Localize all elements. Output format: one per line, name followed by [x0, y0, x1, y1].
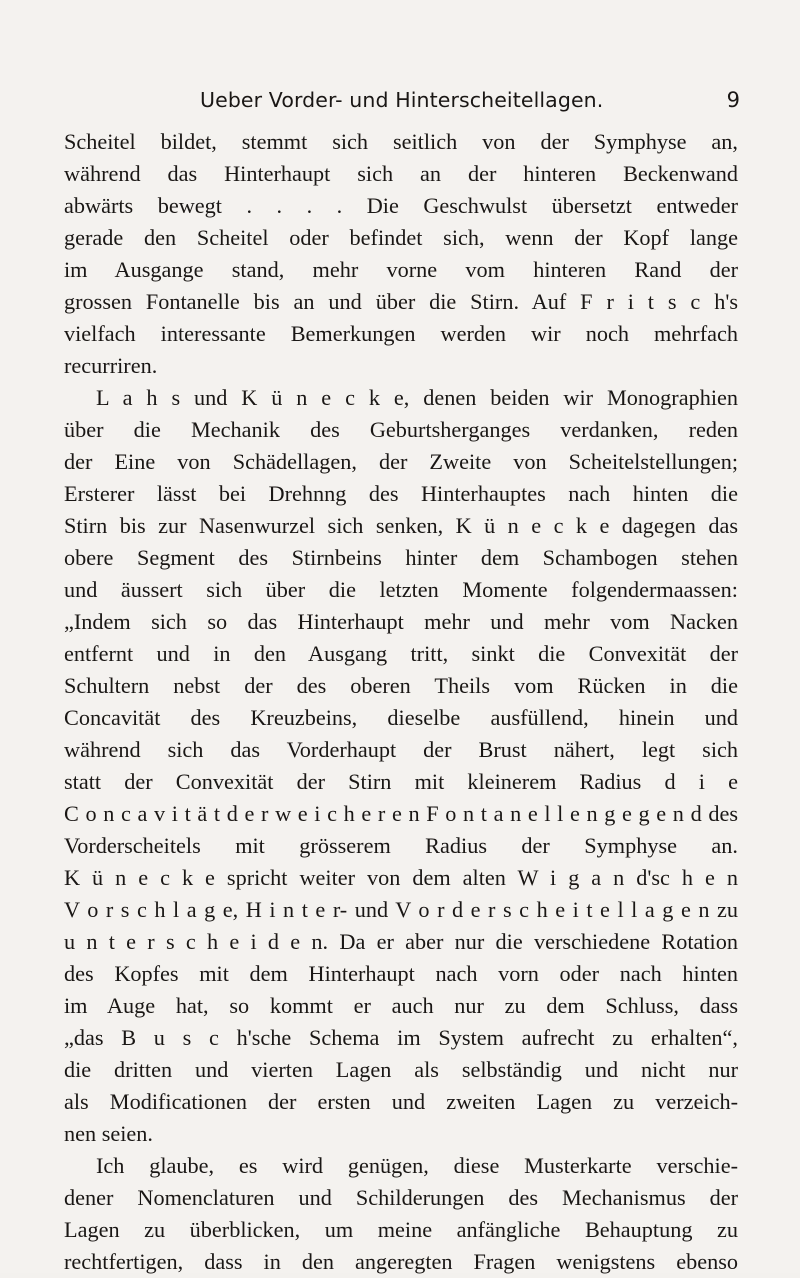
body-text: [64, 126, 738, 1278]
text-line: obere Segment des Stirnbeins hinter dem Schambogen stehen: [64, 545, 738, 570]
text-line: als Modificationen der ersten und zweiten Lagen zu verzeich-: [64, 1089, 738, 1114]
text-line: die dritten und vierten Lagen als selbständig und nicht nur: [64, 1057, 738, 1082]
paragraph-end-line: nen seien.: [64, 1121, 153, 1146]
text-line: abwärts bewegt . . . . Die Geschwulst übersetzt entweder: [64, 193, 738, 218]
text-line: Vorderscheitels mit grösserem Radius der Symphyse an.: [64, 833, 738, 858]
text-line: Concavität des Kreuzbeins, dieselbe ausfüllend, hinein und: [64, 705, 738, 730]
text-line: K ü n e c k e spricht weiter von dem alten W i g a n d'sc h e n: [64, 865, 738, 890]
text-line: „das B u s c h'sche Schema im System aufrecht zu erhalten“,: [64, 1025, 738, 1050]
text-line: C o n c a v i t ä t d e r w e i c h e r e n F o n t a n e l l e n g e g e n d des: [64, 801, 738, 826]
text-line: Schultern nebst der des oberen Theils vom Rücken in die: [64, 673, 738, 698]
running-title: Ueber Vorder- und Hinterscheitellagen.: [200, 88, 604, 112]
text-line: des Kopfes mit dem Hinterhaupt nach vorn oder nach hinten: [64, 961, 738, 986]
text-line: Lagen zu überblicken, um meine anfängliche Behauptung zu: [64, 1217, 738, 1242]
text-line: dener Nomenclaturen und Schilderungen des Mechanismus der: [64, 1185, 738, 1210]
text-line: im Ausgange stand, mehr vorne vom hinteren Rand der: [64, 257, 738, 282]
text-line: und äussert sich über die letzten Momente folgendermaassen:: [64, 577, 738, 602]
text-line: während das Hinterhaupt sich an der hinteren Beckenwand: [64, 161, 738, 186]
text-line: entfernt und in den Ausgang tritt, sinkt die Convexität der: [64, 641, 738, 666]
text-line: über die Mechanik des Geburtsherganges verdanken, reden: [64, 417, 738, 442]
text-line: u n t e r s c h e i d e n. Da er aber nur die verschiedene Rotation: [64, 929, 738, 954]
text-line: Ersterer lässt bei Drehnng des Hinterhauptes nach hinten die: [64, 481, 738, 506]
text-line: im Auge hat, so kommt er auch nur zu dem Schluss, dass: [64, 993, 738, 1018]
text-line: „Indem sich so das Hinterhaupt mehr und mehr vom Nacken: [64, 609, 738, 634]
text-line: während sich das Vorderhaupt der Brust nähert, legt sich: [64, 737, 738, 762]
text-line: der Eine von Schädellagen, der Zweite von Scheitelstellungen;: [64, 449, 738, 474]
paragraph-first-line: Ich glaube, es wird genügen, diese Musterkarte verschie-: [96, 1153, 738, 1178]
text-line: V o r s c h l a g e, H i n t e r- und V o r d e r s c h e i t e l l a g e n zu: [64, 897, 738, 922]
text-line: vielfach interessante Bemerkungen werden wir noch mehrfach: [64, 321, 738, 346]
paragraph-first-line: L a h s und K ü n e c k e, denen beiden wir Monographien: [96, 385, 738, 410]
paragraph-end-line: recurriren.: [64, 353, 158, 378]
text-line: Scheitel bildet, stemmt sich seitlich von der Symphyse an,: [64, 129, 738, 154]
page-header: [64, 88, 740, 118]
text-line: grossen Fontanelle bis an und über die Stirn. Auf F r i t s c h's: [64, 289, 738, 314]
text-line: statt der Convexität der Stirn mit kleinerem Radius d i e: [64, 769, 738, 794]
text-line: gerade den Scheitel oder befindet sich, wenn der Kopf lange: [64, 225, 738, 250]
text-line: rechtfertigen, dass in den angeregten Fragen wenigstens ebenso: [64, 1249, 738, 1274]
text-line: Stirn bis zur Nasenwurzel sich senken, K ü n e c k e dagegen das: [64, 513, 738, 538]
page-number: 9: [726, 88, 740, 112]
